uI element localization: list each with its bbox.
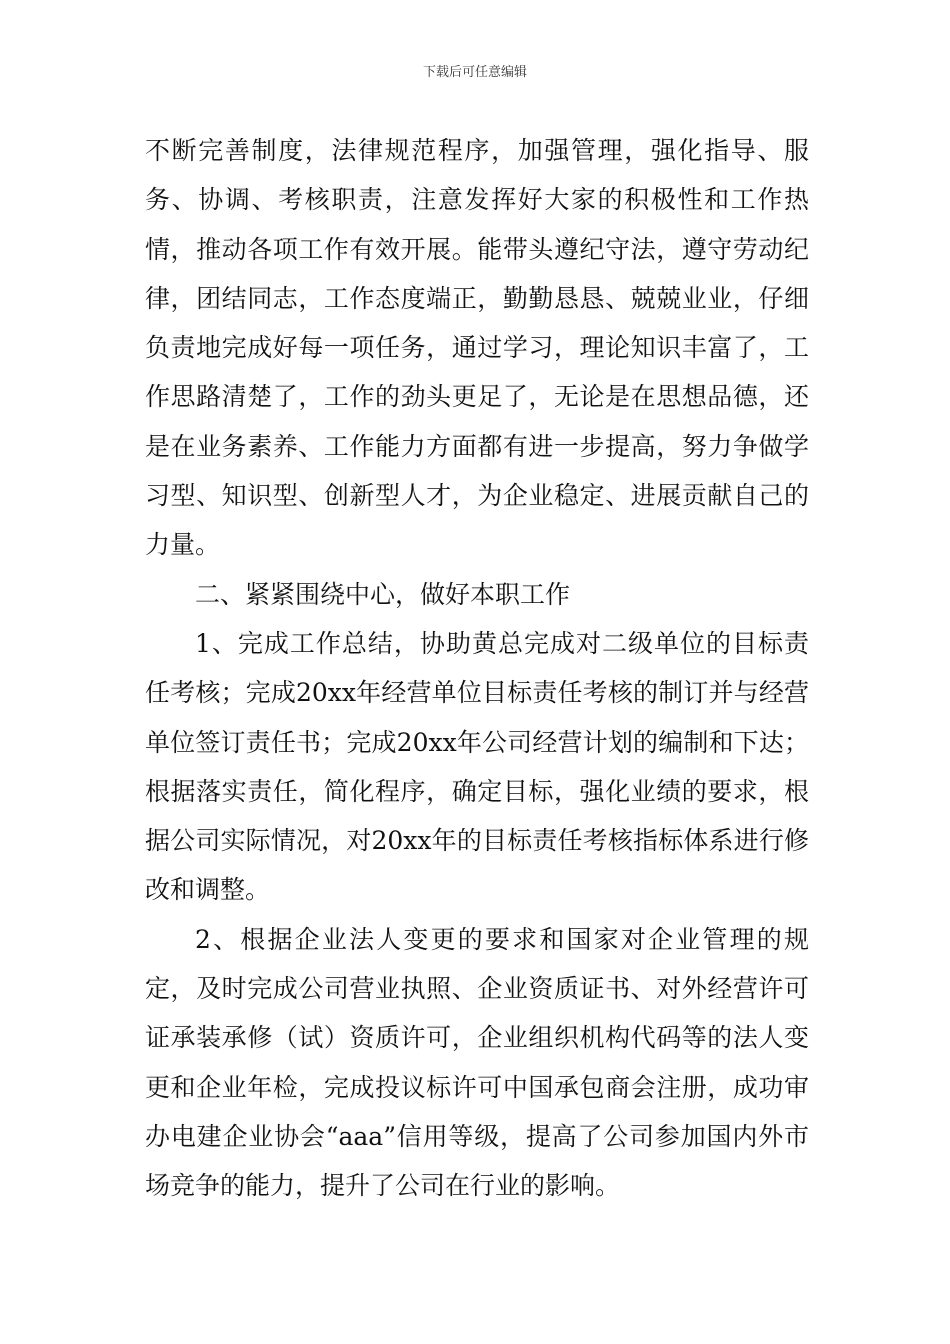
section-heading-focus-on-core-work: 二、紧紧围绕中心，做好本职工作 bbox=[195, 579, 571, 609]
paragraph-continued-work-attitude: 不断完善制度，法律规范程序，加强管理，强化指导、服务、协调、考核职责，注意发挥好大家的积极性和工作热情，推动各项工作有效开展。能带头遵纪守法，遵守劳动纪律，团结同志，工作态度端正，勤勤恳恳、兢兢业业，仔细负责地完成好每一项任务，通过学习，理论知识丰富了，工作思路清楚了，工作的劲头更足了，无论是在思想品德，还是在业务素养、工作能力方面都有进一步提高，努力争做学习型、知识型、创新型人才，为企业稳定、进展贡献自己的力量。 bbox=[145, 136, 809, 560]
document-body bbox=[145, 126, 809, 1211]
page-header: 下载后可任意编辑 bbox=[422, 65, 527, 80]
paragraph-item-2-legal-changes: 2、根据企业法人变更的要求和国家对企业管理的规定，及时完成公司营业执照、企业资质证书、对外经营许可证承装承修（试）资质许可，企业组织机构代码等的法人变更和企业年检，完成投议标许可中国承包商会注册，成功审办电建企业协会“aaa”信用等级，提高了公司参加国内外市场竞争的能力，提升了公司在行业的影响。 bbox=[145, 924, 809, 1201]
paragraph-item-1-target-responsibility: 1、完成工作总结，协助黄总完成对二级单位的目标责任考核；完成20xx年经营单位目标责任考核的制订并与经营单位签订责任书；完成20xx年公司经营计划的编制和下达；根据落实责任，简化程序，确定目标，强化业绩的要求，根据公司实际情况，对20xx年的目标责任考核指标体系进行修改和调整。 bbox=[145, 628, 809, 905]
